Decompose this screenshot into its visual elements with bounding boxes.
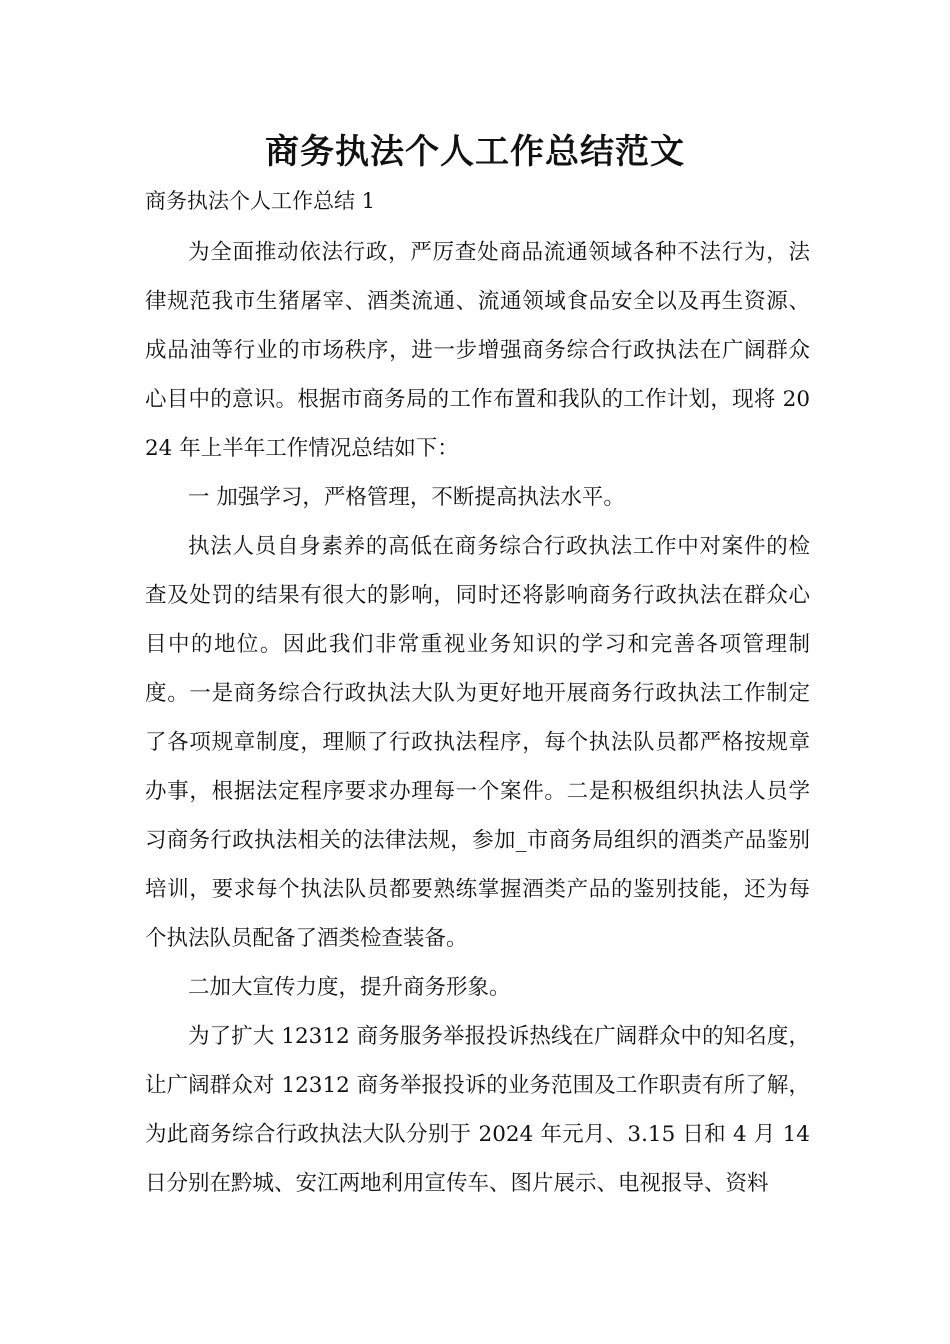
paragraph-point-two-body: 为了扩大 12312 商务服务举报投诉热线在广阔群众中的知名度，让广阔群众对 12312 商务举报投诉的业务范围及工作职责有所了解，为此商务综合行政执法大队分别于 2024 年元月、3.15 日和 4 月 14 日分别在黔城、安江两地利用宣传车、图片展示、电视报导、资料 <box>145 1024 810 1196</box>
paragraph-point-one-body: 执法人员自身素养的高低在商务综合行政执法工作中对案件的检查及处罚的结果有很大的影响，同时还将影响商务行政执法在群众心目中的地位。因此我们非常重视业务知识的学习和完善各项管理制度。一是商务综合行政执法大队为更好地开展商务行政执法工作制定了各项规章制度，理顺了行政执法程序，每个执法队员都严格按规章办事，根据法定程序要求办理每一个案件。二是积极组织执法人员学习商务行政执法相关的法律法规，参加_市商务局组织的酒类产品鉴别培训，要求每个执法队员都要熟练掌握酒类产品的鉴别技能，还为每个执法队员配备了酒类检查装备。 <box>145 534 810 951</box>
section-heading: 商务执法个人工作总结 1 <box>145 189 376 213</box>
paragraph-intro: 为全面推动依法行政，严厉查处商品流通领域各种不法行为，法律规范我市生猪屠宰、酒类流通、流通领域食品安全以及再生资源、成品油等行业的市场秩序，进一步增强商务综合行政执法在广阔群众心目中的意识。根据市商务局的工作布置和我队的工作计划，现将 2024 年上半年工作情况总结如下： <box>145 240 810 461</box>
document-title: 商务执法个人工作总结范文 <box>265 132 685 172</box>
paragraph-point-two-heading: 二加大宣传力度，提升商务形象。 <box>188 975 511 1000</box>
paragraph-point-one-heading: 一 加强学习，严格管理，不断提高执法水平。 <box>188 485 625 510</box>
document-body <box>145 228 810 1208</box>
